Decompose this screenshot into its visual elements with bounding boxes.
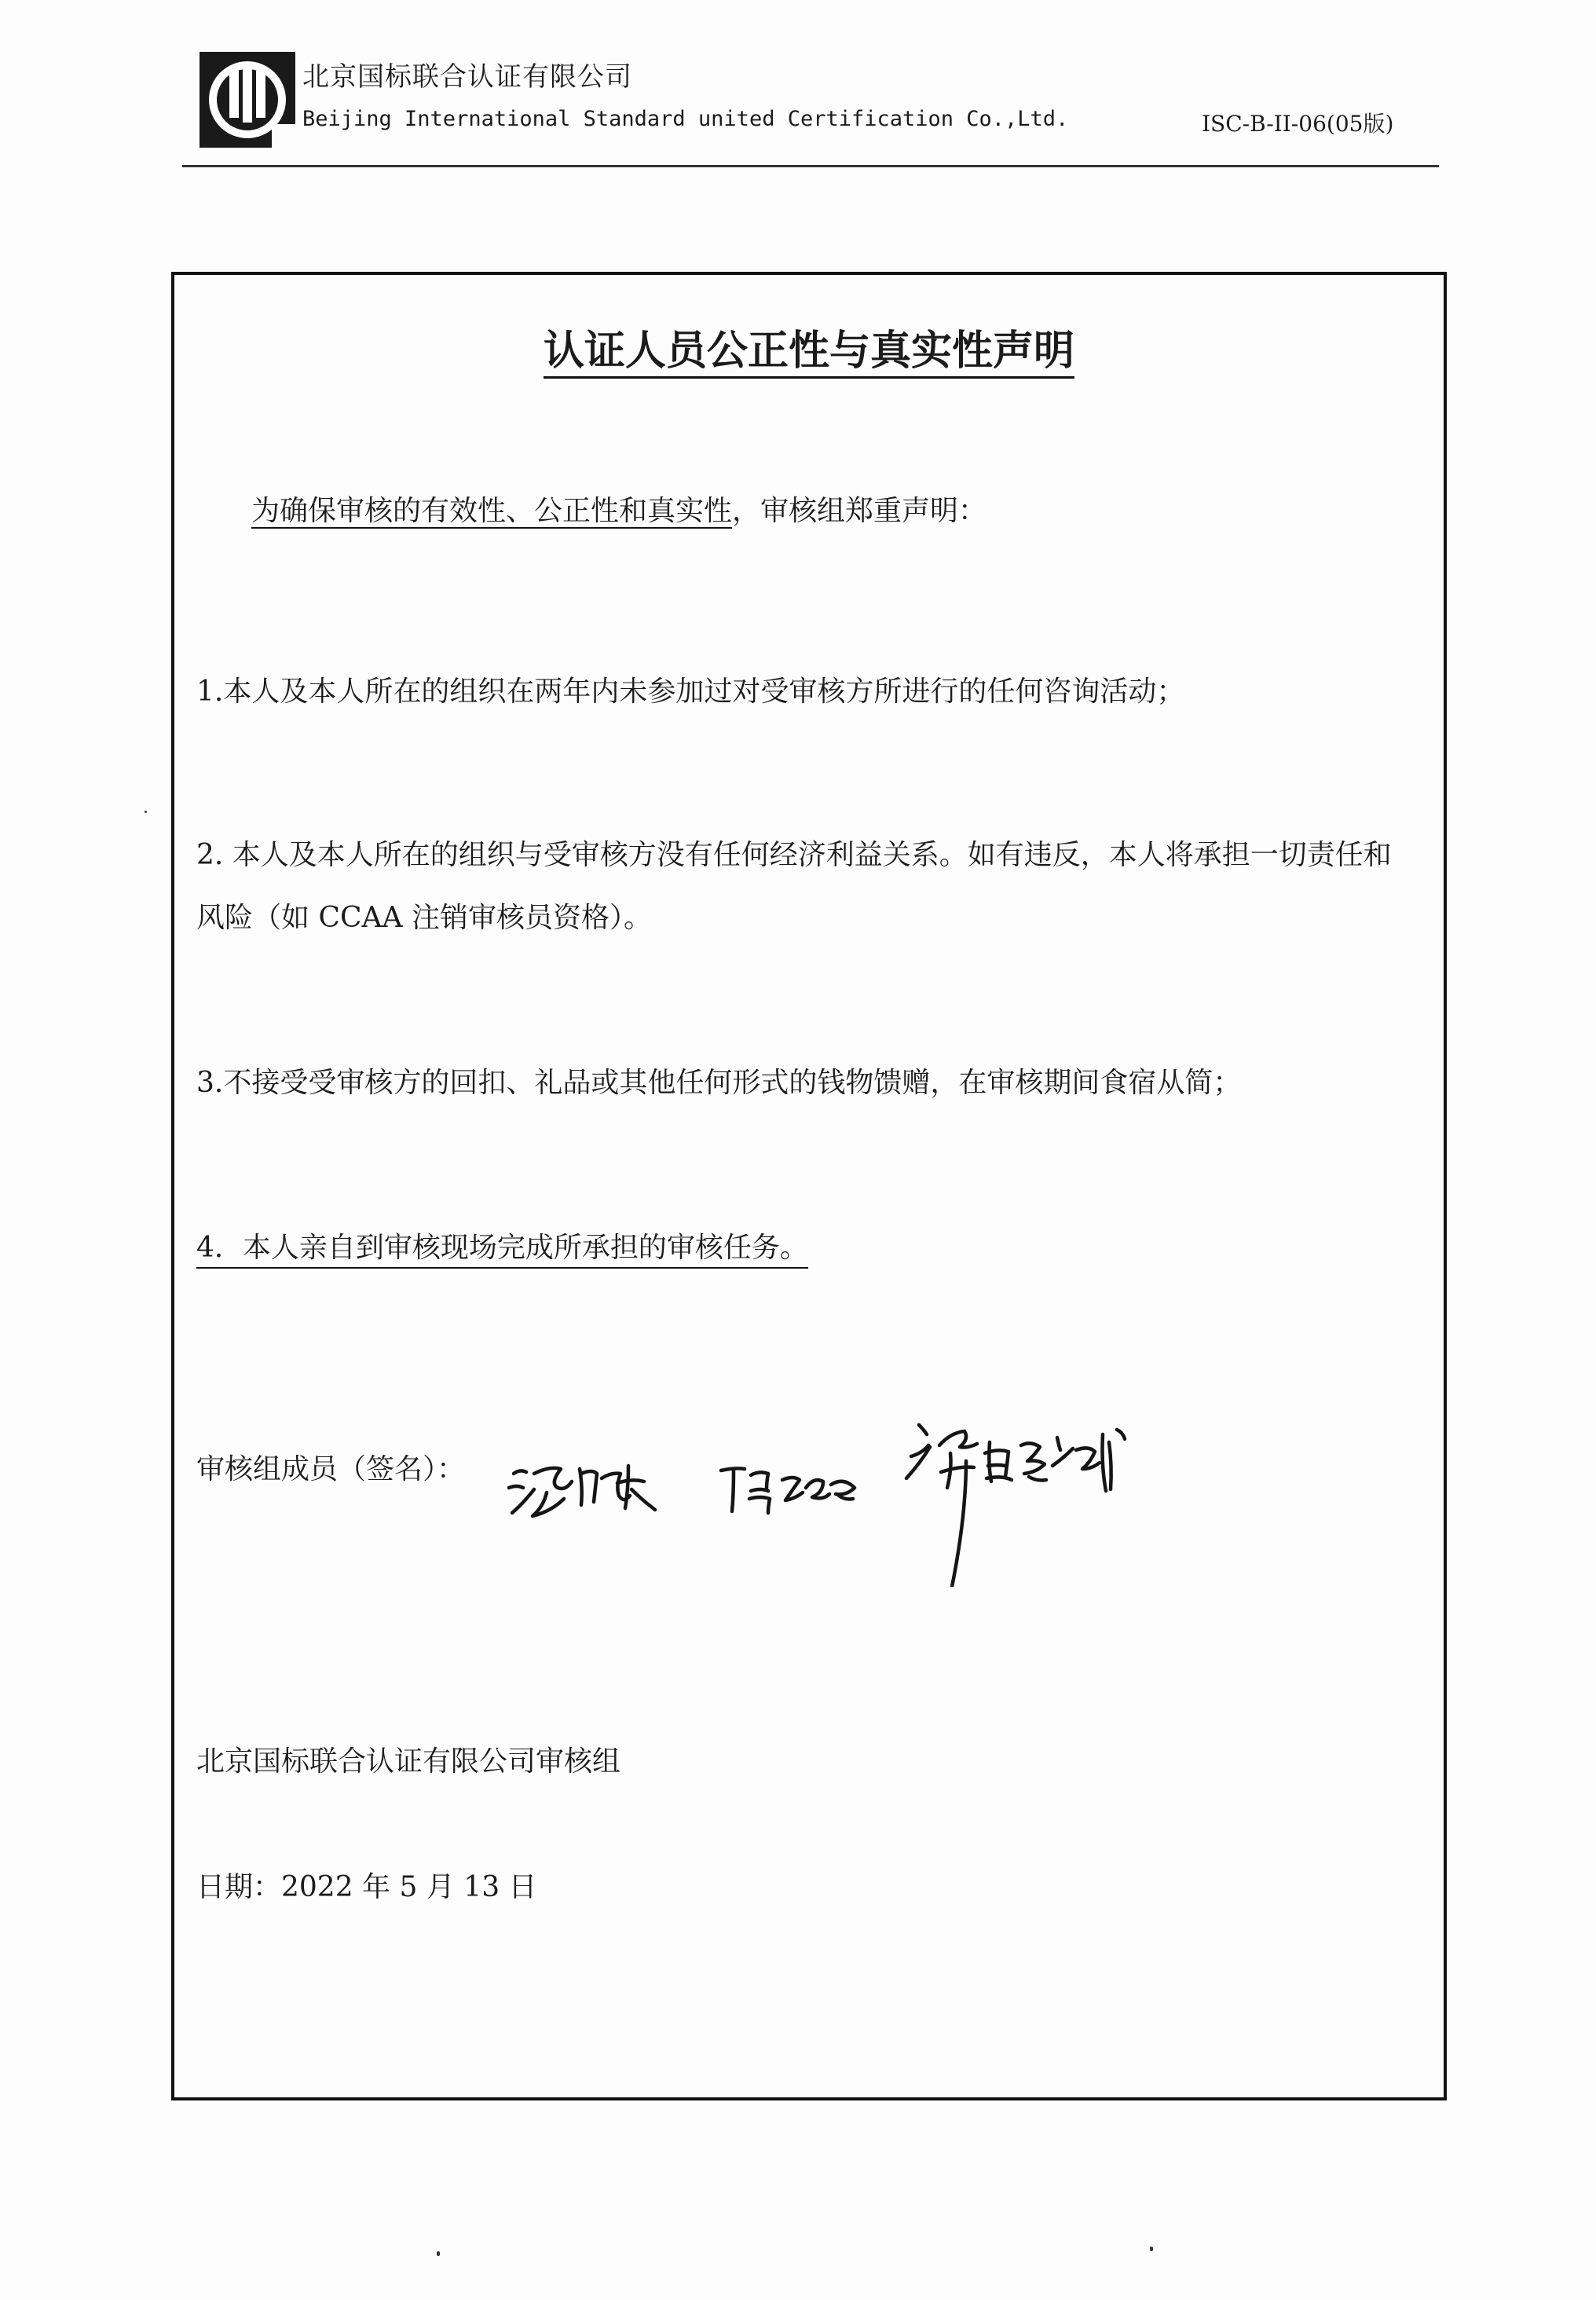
scan-speck bbox=[1150, 2247, 1153, 2251]
header-divider bbox=[182, 165, 1439, 167]
intro-statement bbox=[251, 489, 987, 529]
scan-speck bbox=[145, 811, 147, 813]
company-logo-icon bbox=[196, 49, 298, 151]
document-code: ISC-B-II-06(05版) bbox=[1202, 111, 1394, 137]
declaration-frame bbox=[171, 272, 1447, 2100]
signature-label: 审核组成员（签名）： bbox=[196, 1453, 466, 1485]
declaration-item-3: 3.不接受受审核方的回扣、礼品或其他任何形式的钱物馈赠，在审核期间食宿从简； bbox=[196, 1067, 1242, 1099]
company-name-cn: 北京国标联合认证有限公司 bbox=[302, 61, 632, 93]
audit-team-organization: 北京国标联合认证有限公司审核组 bbox=[196, 1745, 621, 1778]
handwritten-signature-3 bbox=[903, 1406, 1155, 1587]
company-name-en: Beijing International Standard united Certification Co.,Ltd. bbox=[302, 107, 1069, 131]
declaration-date: 日期：2022 年 5 月 13 日 bbox=[196, 1871, 537, 1903]
declaration-item-2-line-1: 2. 本人及本人所在的组织与受审核方没有任何经济利益关系。如有违反，本人将承担一切责任和 bbox=[196, 839, 1392, 871]
intro-rest-text: ，审核组郑重声明： bbox=[732, 495, 987, 527]
declaration-item-2-line-2: 风险（如 CCAA 注销审核员资格）。 bbox=[196, 902, 652, 934]
declaration-item-1: 1.本人及本人所在的组织在两年内未参加过对受审核方所进行的任何咨询活动； bbox=[196, 676, 1185, 708]
handwritten-signature-1 bbox=[503, 1406, 668, 1587]
declaration-item-4: 4．本人亲自到审核现场完成所承担的审核任务。 bbox=[196, 1225, 808, 1269]
declaration-title bbox=[171, 317, 1447, 376]
declaration-title-text: 认证人员公正性与真实性声明 bbox=[544, 327, 1074, 379]
intro-underlined-text: 为确保审核的有效性、公正性和真实性 bbox=[251, 495, 733, 527]
scan-speck bbox=[437, 2251, 440, 2256]
handwritten-signature-2 bbox=[715, 1406, 864, 1587]
